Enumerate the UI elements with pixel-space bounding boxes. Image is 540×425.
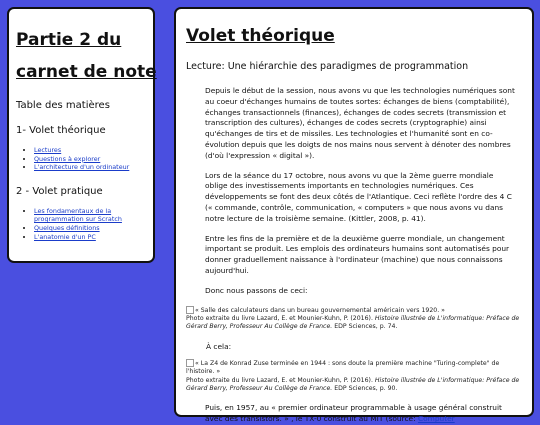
toc-theory-links: [16, 146, 146, 172]
computer-history-link[interactable]: Computer: [417, 414, 455, 424]
toc-link-pc-anatomy[interactable]: L'anatomie d'un PC: [34, 232, 96, 241]
figure-credit: Photo extraite du livre Lazard, E. et Mounier-Kuhn, P. (2016).: [186, 376, 373, 384]
toc-title: Table des matières: [16, 100, 110, 111]
paragraph: Lors de la séance du 17 octobre, nous avons vu que la 2ème guerre mondiale oblige des investissements importants en technologies numériques. Ces développements se font des deux côtés de l'Atlantique. Ceci reflète l'ordre des 4 C (« commande, contrôle, communication, « computers » que nous avons vu dans notre lecture de la troisième semaine. (Kittler, 2008, p. 41).: [205, 170, 512, 223]
toc-link-definitions[interactable]: Quelques définitions: [34, 223, 100, 232]
paragraph-text: Puis, en 1957, au « premier ordinateur programmable à usage général construit avec des transistors. » , le TX-0 construit au MIT (source:: [205, 403, 502, 424]
figure-alt-text: « La Z4 de Konrad Zuse terminée en 1944 : sons doute la première machine "Turing-complete" de l'histoire. »: [186, 359, 500, 376]
toc-item: [34, 155, 146, 164]
transition-text: À cela:: [206, 341, 232, 351]
toc-link-lectures[interactable]: Lectures: [34, 146, 62, 154]
toc-section-theory: 1- Volet théorique: [16, 125, 106, 136]
sidebar-panel: [7, 7, 155, 263]
figure-book-title: Histoire illustrée de L'informatique: Préface de Gérard Berry, Professeur Au Collège de France.: [186, 376, 520, 392]
notebook-title-line1: Partie 2 du: [16, 30, 122, 50]
broken-image-icon: [186, 306, 194, 314]
reading-subtitle: Lecture: Une hiérarchie des paradigmes de programmation: [186, 61, 469, 72]
article-body: [186, 86, 523, 297]
paragraph: Depuis le début de la session, nous avons vu que les technologies numériques sont au coeur d'échanges humains de toutes sortes: échanges de biens (comptabilité), échanges transactionnels (finances), échanges de codes secrets (transmission et transcription des cultures), échanges de codes secrets (cryptographie) ainsi qu'échanges de tirs et de missiles. Les technologies et l'humanité sont en co-évolution depuis que les doigts de nos mains nous servent à dénoter des nombres (d'où l'expression « digital »).: [205, 86, 515, 160]
toc-practice-links: [16, 207, 146, 241]
figure-z4: [186, 359, 523, 394]
toc-link-scratch[interactable]: Les fondamentaux de la programmation sur Scratch: [34, 206, 122, 224]
figure-alt-text: « Salle des calculateurs dans un bureau gouvernemental américain vers 1920. »: [195, 306, 445, 314]
toc-item: [34, 207, 146, 224]
figure-publisher: EDP Sciences, p. 74.: [334, 323, 398, 331]
page-title: Volet théorique: [186, 26, 335, 46]
toc-link-questions[interactable]: Questions à explorer: [34, 154, 101, 163]
toc-section-practice: 2 - Volet pratique: [16, 185, 103, 197]
broken-image-icon: [186, 359, 194, 367]
paragraph: [205, 403, 515, 425]
toc-link-architecture[interactable]: L'architecture d'un ordinateur: [34, 163, 130, 172]
article-body-continued: [186, 403, 523, 425]
toc-item: [34, 163, 146, 172]
figure-credit: Photo extraite du livre Lazard, E. et Mounier-Kuhn, P. (2016).: [186, 314, 373, 322]
figure-book-title: Histoire illustrée de L'informatique: Préface de Gérard Berry, Professeur Au Collège de France.: [186, 314, 520, 331]
paragraph: Donc nous passons de ceci:: [205, 285, 308, 295]
notebook-title-line2: carnet de note: [16, 62, 157, 82]
paragraph: Entre les fins de la première et de la deuxième guerre mondiale, un changement important se produit. Les emplois des ordinateurs humains sont automatisés pour donner graduellement naissance à l'ordinateur (machine) que nous connaissons aujourd'hui.: [205, 233, 510, 275]
main-content-panel: [174, 7, 534, 424]
toc-item: [34, 224, 146, 233]
figure-computers-room: [186, 306, 523, 332]
toc-item: [34, 233, 146, 242]
toc-item: [34, 146, 146, 155]
figure-publisher: EDP Sciences, p. 90.: [334, 384, 398, 392]
